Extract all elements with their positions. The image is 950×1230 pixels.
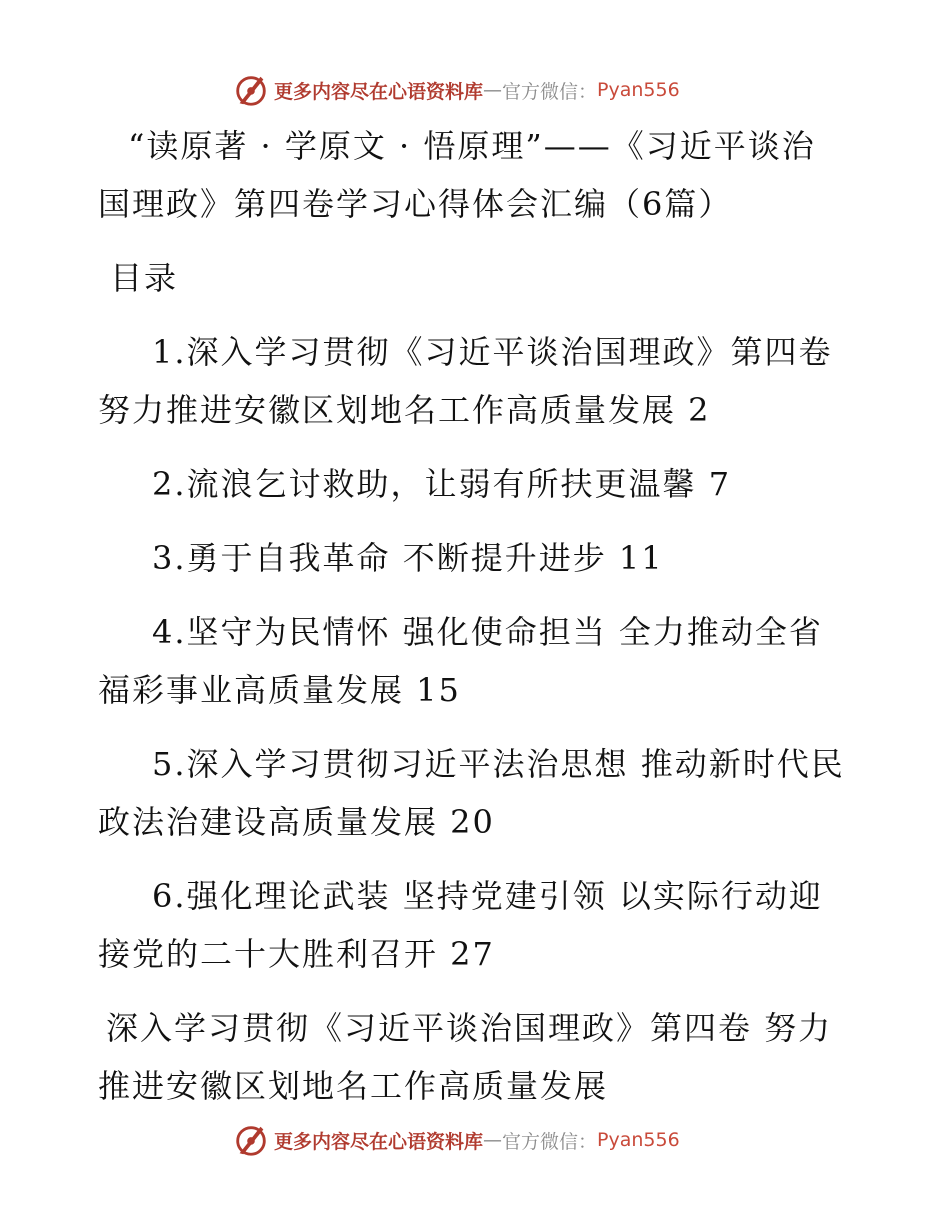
toc-entry-5-line-1: 5.深入学习贯彻习近平法治思想 推动新时代民	[152, 745, 845, 783]
toc-heading: 目录	[110, 259, 179, 297]
toc-entry-4-line-2: 福彩事业高质量发展 15	[98, 671, 461, 709]
watermark-banner-top	[232, 68, 680, 112]
toc-entry-5-line-2: 政法治建设高质量发展 20	[98, 803, 495, 841]
watermark-channel: 官方微信：	[502, 80, 598, 103]
toc-entry-4-line-1: 4.坚守为民情怀 强化使命担当 全力推动全省	[152, 613, 823, 651]
red-quill-seal-icon	[232, 1121, 270, 1159]
watermark-lead: 更多内容尽在心语资料库	[274, 80, 484, 103]
toc-entry-6-line-2: 接党的二十大胜利召开 27	[98, 935, 495, 973]
watermark-separator: —	[483, 79, 503, 101]
toc-entry-1-line-1: 1.深入学习贯彻《习近平谈治国理政》第四卷	[152, 333, 833, 371]
watermark-separator: —	[483, 1129, 503, 1151]
watermark-channel: 官方微信：	[502, 1130, 598, 1153]
red-quill-seal-icon	[232, 71, 270, 109]
watermark-account: Pyan556	[597, 1129, 680, 1151]
section-title-line-1: 深入学习贯彻《习近平谈治国理政》第四卷 努力	[106, 1009, 833, 1047]
toc-entry-6-line-1: 6.强化理论武装 坚持党建引领 以实际行动迎	[152, 877, 823, 915]
document-title-line-2: 国理政》第四卷学习心得体会汇编（6篇）	[98, 185, 733, 223]
watermark-banner-bottom	[232, 1118, 680, 1162]
toc-entry-1-line-2: 努力推进安徽区划地名工作高质量发展 2	[98, 391, 711, 429]
watermark-account: Pyan556	[597, 79, 680, 101]
toc-entry-2: 2.流浪乞讨救助，让弱有所扶更温馨 7	[152, 465, 732, 503]
section-title-line-2: 推进安徽区划地名工作高质量发展	[98, 1067, 609, 1105]
toc-entry-3: 3.勇于自我革命 不断提升进步 11	[152, 539, 664, 577]
watermark-lead: 更多内容尽在心语资料库	[274, 1130, 484, 1153]
document-title-line-1: “读原著 · 学原文 · 悟原理”——《习近平谈治	[128, 127, 816, 165]
